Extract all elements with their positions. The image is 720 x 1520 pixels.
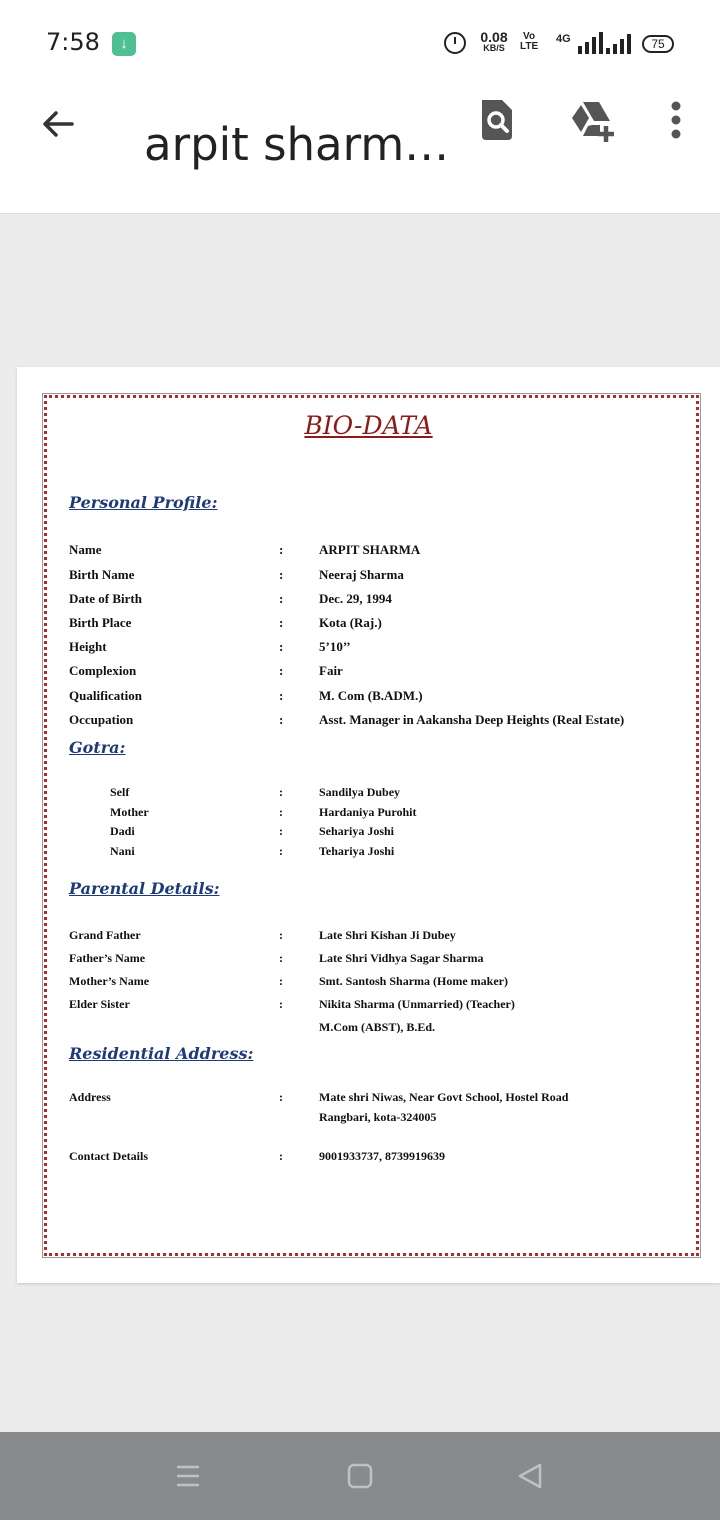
row-label: Birth Place [69, 615, 132, 630]
row-label: Occupation [69, 712, 134, 727]
row-value: M. Com (B.ADM.) [319, 688, 423, 703]
row-label: Contact Details [69, 1149, 148, 1163]
row-value: Fair [319, 663, 343, 678]
row-label: Father’s Name [69, 951, 146, 965]
personal-profile-heading: Personal Profile: [69, 493, 218, 512]
row-label: Dadi [110, 824, 135, 838]
row-separator: : [279, 663, 284, 678]
row-value: Hardaniya Purohit [319, 805, 417, 819]
row-separator: : [279, 639, 284, 654]
row-label: Address [69, 1090, 111, 1104]
row-value: 5’10’’ [319, 639, 351, 654]
row-value: Late Shri Vidhya Sagar Sharma [319, 951, 484, 965]
status-time: 7:58 [46, 28, 100, 56]
row-label: Complexion [69, 663, 137, 678]
recent-apps-icon[interactable] [174, 1462, 202, 1490]
row-separator: : [279, 542, 284, 557]
volte-top: Vo [523, 31, 536, 42]
network-type: 4G [556, 33, 571, 45]
status-bar [0, 0, 720, 86]
find-in-page-icon[interactable] [472, 96, 520, 144]
more-vert-icon[interactable] [652, 96, 700, 144]
row-separator: : [279, 615, 284, 630]
row-value: Tehariya Joshi [319, 844, 395, 858]
row-value: Smt. Santosh Sharma (Home maker) [319, 974, 508, 988]
row-separator: : [279, 688, 284, 703]
row-value: Late Shri Kishan Ji Dubey [319, 928, 456, 942]
document-title: arpit sharm… [144, 118, 450, 171]
document-page[interactable] [17, 367, 720, 1283]
back-nav-icon[interactable] [516, 1462, 544, 1490]
row-label: Name [69, 542, 102, 557]
signal-strength-icon [606, 32, 631, 54]
row-label: Qualification [69, 688, 142, 703]
alarm-icon [444, 32, 466, 54]
row-separator: : [279, 1090, 283, 1104]
row-separator: : [279, 805, 283, 819]
volte-indicator [520, 32, 538, 52]
row-label: Date of Birth [69, 591, 142, 606]
battery-icon: 75 [642, 35, 674, 53]
row-separator: : [279, 997, 283, 1011]
row-label: Elder Sister [69, 997, 130, 1011]
residential-address-heading: Residential Address: [69, 1044, 254, 1063]
add-to-drive-icon[interactable] [568, 96, 616, 144]
download-icon: ↓ [112, 32, 136, 56]
volte-bottom: LTE [520, 41, 539, 52]
address-line-2: Rangbari, kota-324005 [319, 1110, 437, 1124]
network-speed-unit: KB/S [483, 43, 505, 53]
row-separator: : [279, 951, 283, 965]
row-value: ARPIT SHARMA [319, 542, 421, 557]
row-value: Asst. Manager in Aakansha Deep Heights (Real Estate) [319, 712, 625, 727]
row-separator: : [279, 712, 284, 727]
row-label: Birth Name [69, 567, 135, 582]
row-label: Mother [110, 805, 149, 819]
row-separator: : [279, 928, 283, 942]
row-separator: : [279, 844, 283, 858]
row-separator: : [279, 1149, 283, 1163]
app-bar [0, 86, 720, 214]
row-separator: : [279, 591, 284, 606]
biodata-title: BIO-DATA [304, 411, 433, 440]
row-value: Nikita Sharma (Unmarried) (Teacher) [319, 997, 515, 1011]
sister-qualification: M.Com (ABST), B.Ed. [319, 1020, 436, 1034]
network-speed [477, 30, 511, 53]
row-value: Neeraj Sharma [319, 567, 404, 582]
contact-value: 9001933737, 8739919639 [319, 1149, 445, 1163]
row-value: Sandilya Dubey [319, 785, 401, 799]
row-separator: : [279, 567, 284, 582]
row-label: Mother’s Name [69, 974, 150, 988]
signal-strength-icon [578, 32, 603, 54]
row-label: Grand Father [69, 928, 141, 942]
network-speed-value: 0.08 [480, 29, 508, 45]
row-value: Sehariya Joshi [319, 824, 395, 838]
row-value: Dec. 29, 1994 [319, 591, 392, 606]
address-line-1: Mate shri Niwas, Near Govt School, Hostel Road [319, 1090, 569, 1104]
home-icon[interactable] [346, 1462, 374, 1490]
row-label: Nani [110, 844, 135, 858]
row-separator: : [279, 824, 283, 838]
row-separator: : [279, 785, 283, 799]
row-label: Self [110, 785, 130, 799]
gotra-heading: Gotra: [69, 738, 126, 757]
navigation-bar [0, 1432, 720, 1520]
row-separator: : [279, 974, 283, 988]
back-arrow-icon[interactable] [38, 104, 78, 144]
row-value: Kota (Raj.) [319, 615, 382, 630]
row-label: Height [69, 639, 107, 654]
parental-details-heading: Parental Details: [69, 879, 220, 898]
